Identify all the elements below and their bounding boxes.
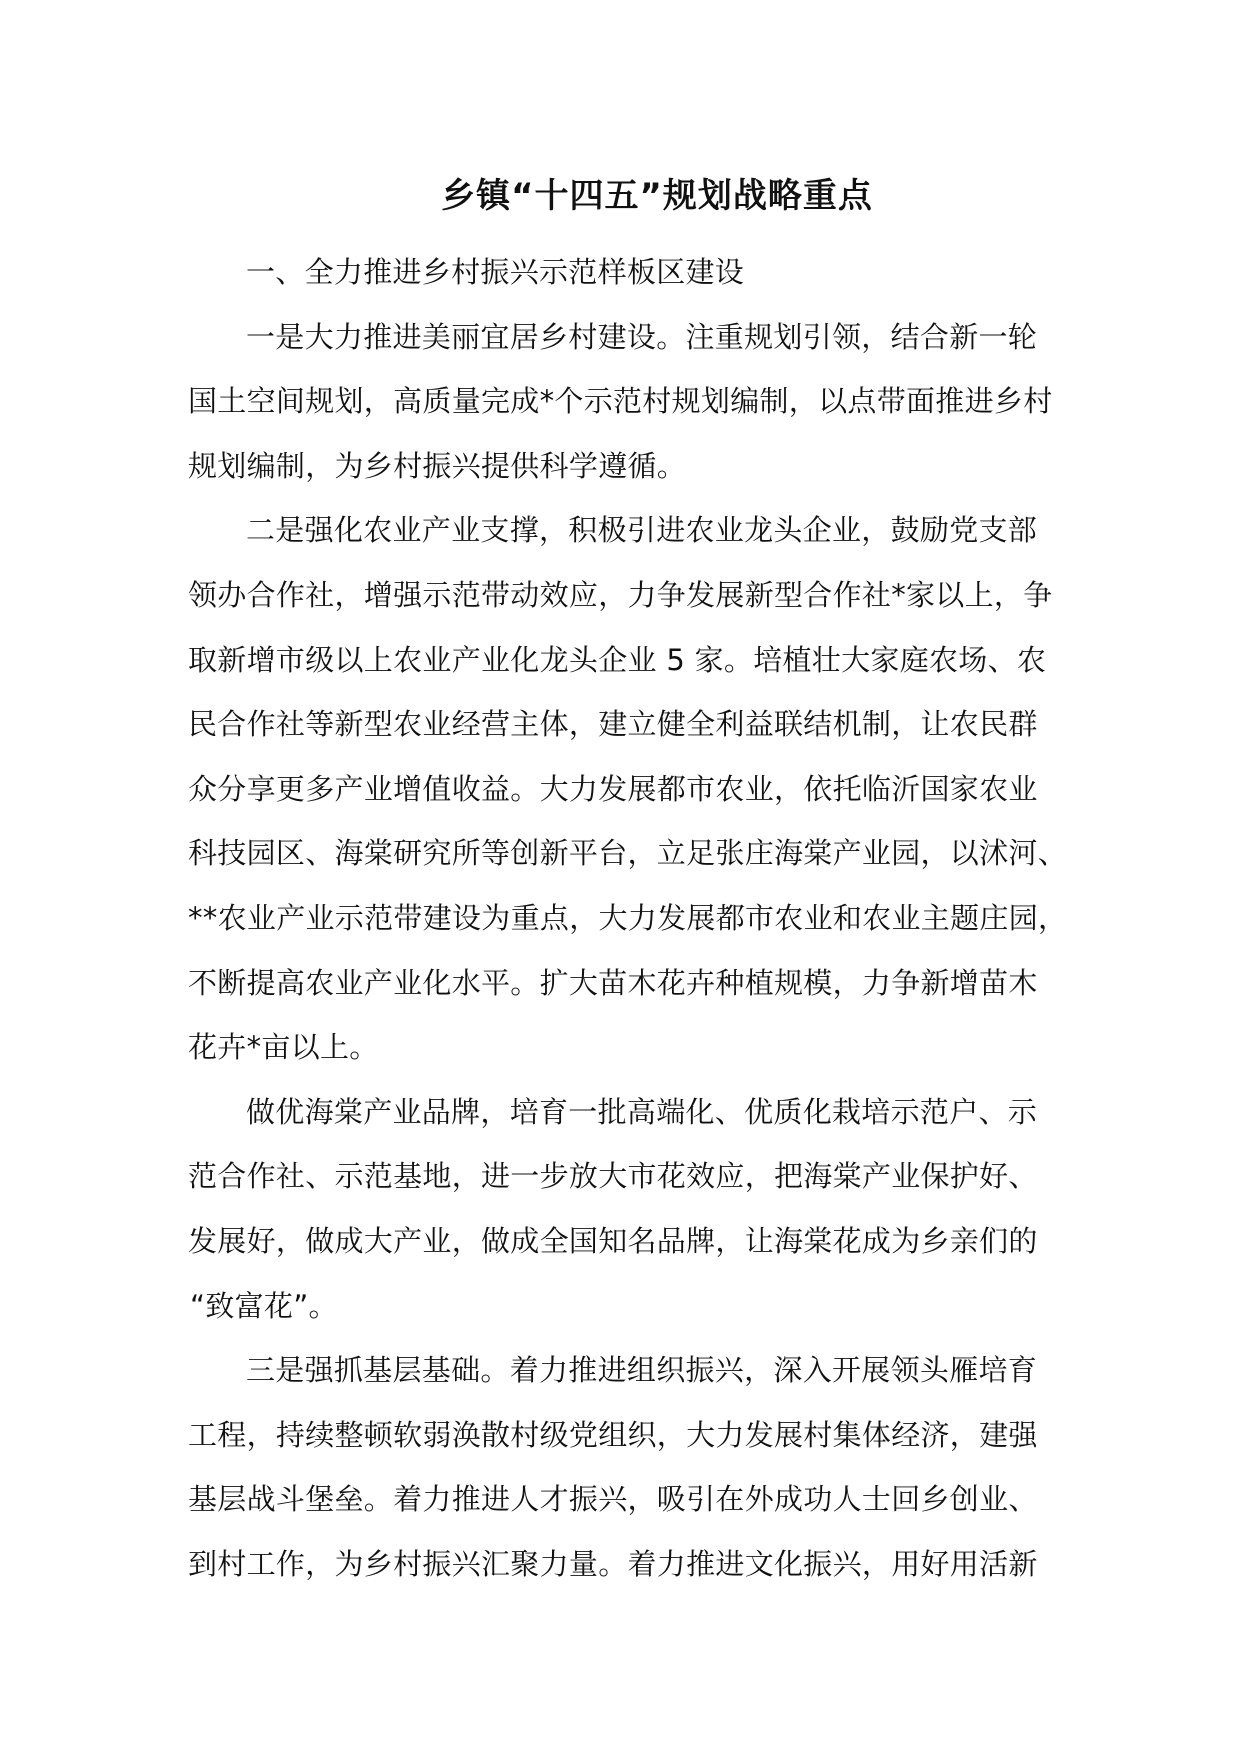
paragraph-2 [188,498,1084,1079]
document-body [188,240,1084,1596]
paragraph-line: **农业产业示范带建设为重点，大力发展都市农业和农业主题庄园， [188,900,1068,935]
paragraph-line: 基层战斗堡垒。着力推进人才振兴，吸引在外成功人士回乡创业、 [188,1482,1038,1517]
paragraph-1 [188,305,1084,499]
paragraph-line: 到村工作，为乡村振兴汇聚力量。着力推进文化振兴，用好用活新 [188,1546,1038,1581]
paragraph-line: 范合作社、示范基地，进一步放大市花效应，把海棠产业保护好、 [188,1159,1038,1194]
document-title: 乡镇“十四五”规划战略重点 [441,176,873,216]
paragraph-line: “致富花”。 [190,1288,338,1323]
paragraph-line: 国土空间规划，高质量完成*个示范村规划编制，以点带面推进乡村 [188,384,1053,419]
paragraph-line: 三是强抓基层基础。着力推进组织振兴，深入开展领头雁培育 [246,1353,1038,1388]
paragraph-line: 二是强化农业产业支撑，积极引进农业龙头企业，鼓励党支部 [246,513,1038,548]
paragraph-line: 取新增市级以上农业产业化龙头企业 5 家。培植壮大家庭农场、农 [188,642,1047,677]
paragraph-line: 做优海棠产业品牌，培育一批高端化、优质化栽培示范户、示 [246,1094,1038,1129]
paragraph-4 [188,1338,1084,1596]
paragraph-line: 一是大力推进美丽宜居乡村建设。注重规划引领，结合新一轮 [246,319,1038,354]
paragraph-line: 众分享更多产业增值收益。大力发展都市农业，依托临沂国家农业 [188,771,1038,806]
paragraph-3 [188,1080,1084,1338]
paragraph-line: 发展好，做成大产业，做成全国知名品牌，让海棠花成为乡亲们的 [188,1223,1038,1258]
paragraph-line: 规划编制，为乡村振兴提供科学遵循。 [188,448,687,483]
section-heading-text: 一、全力推进乡村振兴示范样板区建设 [246,255,745,289]
paragraph-line: 民合作社等新型农业经营主体，建立健全利益联结机制，让农民群 [188,707,1038,742]
paragraph-line: 领办合作社，增强示范带动效应，力争发展新型合作社*家以上，争 [188,577,1053,612]
paragraph-line: 工程，持续整顿软弱涣散村级党组织，大力发展村集体经济，建强 [188,1417,1038,1452]
paragraph-line: 不断提高农业产业化水平。扩大苗木花卉种植规模，力争新增苗木 [188,965,1038,1000]
section-heading [188,240,1084,305]
paragraph-line: 科技园区、海棠研究所等创新平台，立足张庄海棠产业园，以沭河、 [188,836,1068,871]
paragraph-line: 花卉*亩以上。 [188,1030,379,1065]
